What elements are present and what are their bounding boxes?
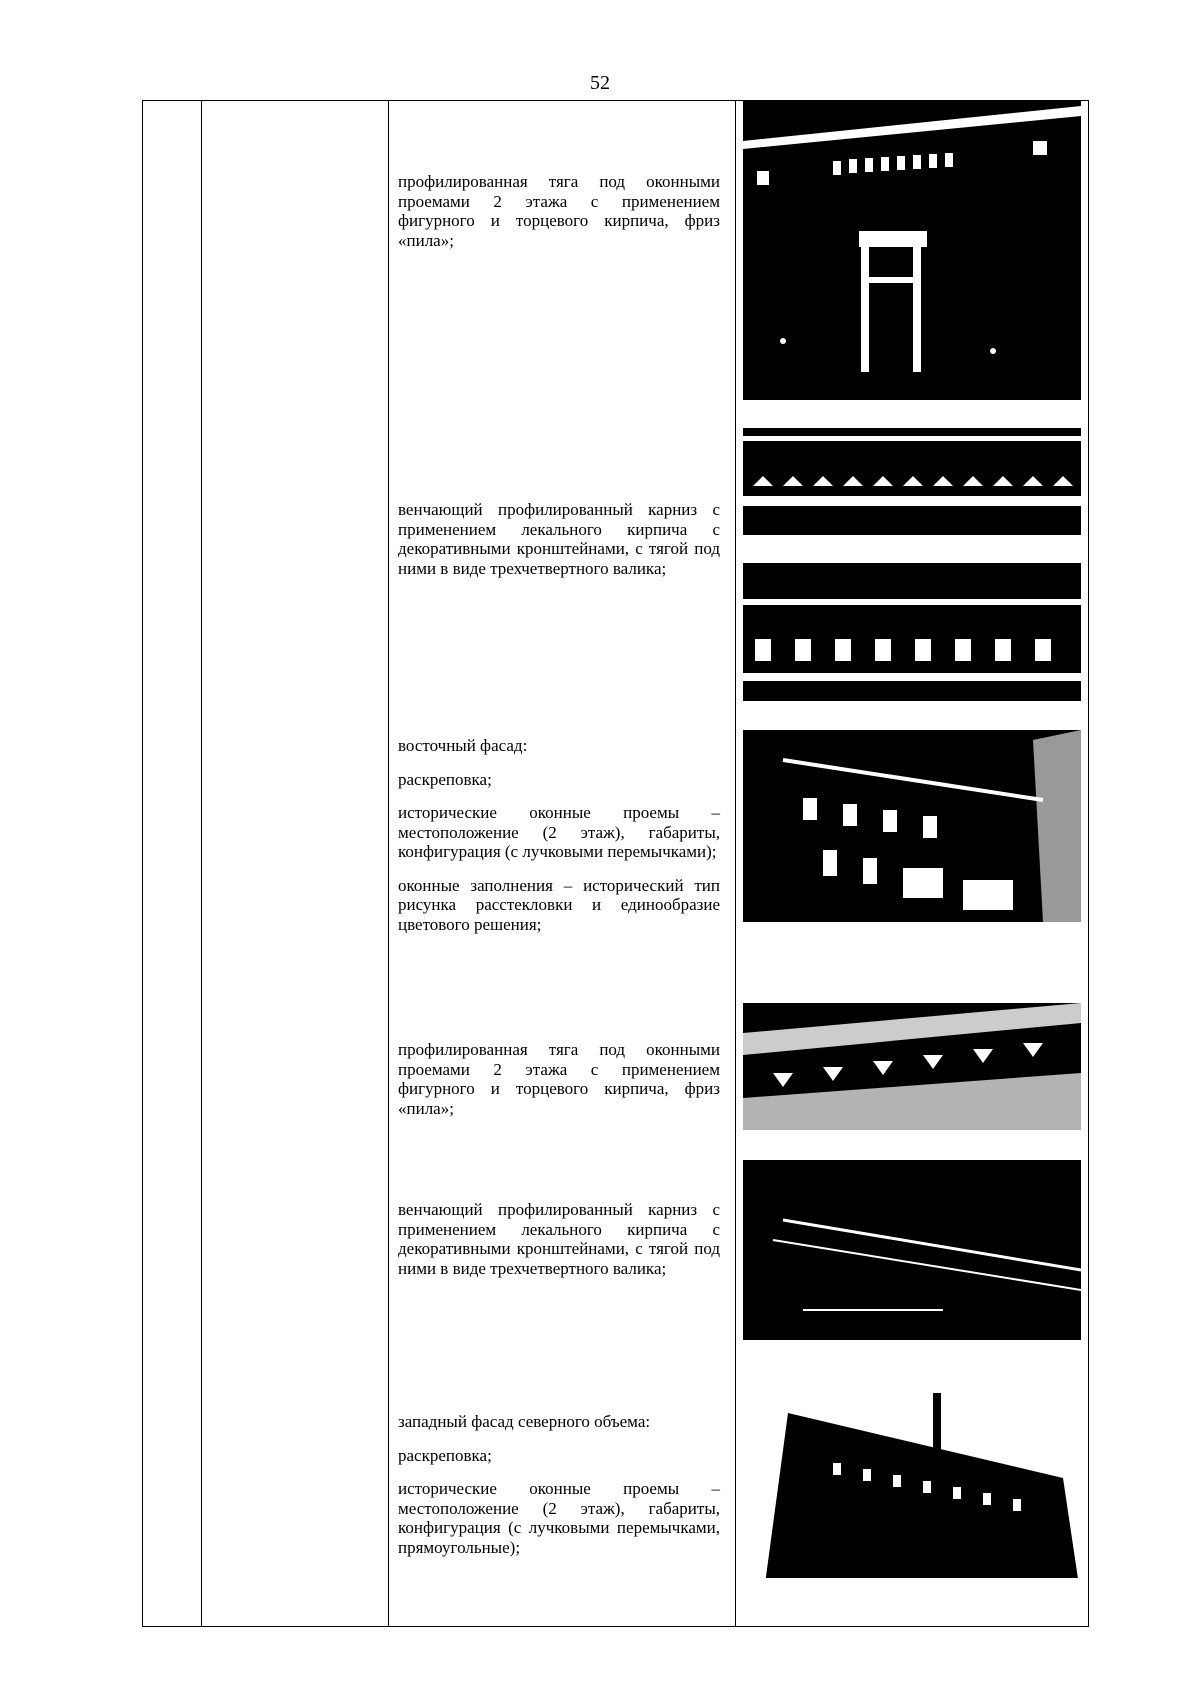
column-divider [388, 101, 389, 1626]
paragraph: исторические оконные проемы – местоположение (2 этаж), габариты, конфигурация (с лучковыми перемычками); [398, 803, 720, 861]
paragraph: исторические оконные проемы – местоположение (2 этаж), габариты, конфигурация (с лучковыми перемычками, прямоугольные); [398, 1479, 720, 1557]
cornice-photo-1 [743, 428, 1081, 535]
text-block-2 [398, 500, 720, 592]
text-block-3 [398, 736, 720, 948]
column-divider [201, 101, 202, 1626]
frieze-photo [743, 1003, 1081, 1130]
paragraph: венчающий профилированный карниз с применением лекального кирпича с декоративными кронштейнами, с тягой под ними в виде трехчетвертного валика; [398, 500, 720, 578]
west-facade-photo [743, 1393, 1081, 1599]
text-block-5 [398, 1200, 720, 1292]
paragraph: раскреповка; [398, 769, 492, 789]
paragraph: профилированная тяга под оконными проемами 2 этажа с применением фигурного и торцевого кирпича, фриз «пила»; [398, 1040, 720, 1118]
paragraph: восточный фасад: [398, 736, 528, 755]
paragraph: раскреповка; [398, 1445, 492, 1465]
east-facade-photo [743, 730, 1081, 922]
cornice-photo-3 [743, 1160, 1081, 1340]
text-block-6 [398, 1412, 720, 1571]
paragraph: венчающий профилированный карниз с применением лекального кирпича с декоративными кронштейнами, с тягой под ними в виде трехчетвертного валика; [398, 1200, 720, 1278]
text-block-1 [398, 172, 720, 264]
paragraph: профилированная тяга под оконными проемами 2 этажа с применением фигурного и торцевого кирпича, фриз «пила»; [398, 172, 720, 250]
paragraph: оконные заполнения – исторический тип рисунка расстекловки и единообразие цветового решения; [398, 875, 720, 934]
column-divider [735, 101, 736, 1626]
paragraph: западный фасад северного объема: [398, 1412, 651, 1431]
cornice-photo-2 [743, 563, 1081, 701]
text-block-4 [398, 1040, 720, 1132]
facade-photo-window [743, 101, 1081, 400]
page-number: 52 [590, 72, 610, 94]
